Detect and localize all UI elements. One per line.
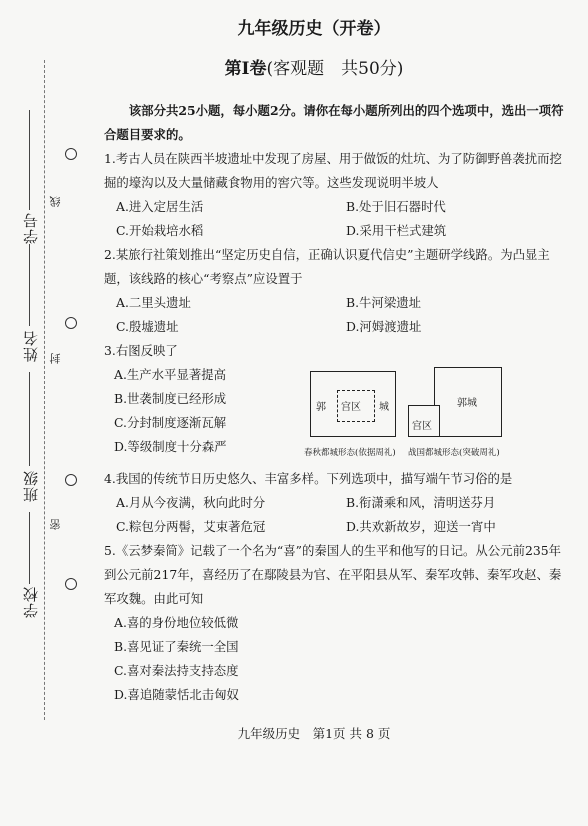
option-a[interactable]: A.生产水平显著提高 (114, 367, 227, 382)
palace-label: 宫区 (341, 402, 361, 413)
seal-mark-feng: 封 (49, 353, 62, 364)
spring-autumn-city-outline (310, 371, 396, 437)
seal-mark-xian: 线 (49, 196, 62, 207)
option-d[interactable]: D.河姆渡遗址 (346, 319, 422, 334)
binding-hole (65, 148, 77, 160)
school-label: 学校 (22, 586, 40, 618)
option-a[interactable]: A.进入定居生活 (116, 199, 204, 214)
section-subtitle (0, 54, 588, 79)
student-id-label: 学号 (22, 212, 40, 244)
option-d[interactable]: D.喜追随蒙恬北击匈奴 (114, 687, 239, 702)
option-b[interactable]: B.处于旧石器时代 (346, 199, 446, 214)
option-group (104, 195, 564, 243)
option-c[interactable]: C.喜对秦法持支持态度 (114, 663, 239, 678)
option-group (104, 291, 564, 339)
question-stem: 3.右图反映了 (104, 343, 178, 358)
question-stem: 5.《云梦秦简》记载了一个名为“喜”的秦国人的生平和他写的日记。从公元前235年到公元前217年，喜经历了在鄢陵县为官、在平阳县从军、秦军攻韩、秦军攻赵、秦军攻魏。由此可知 (104, 543, 562, 606)
warring-states-outer-city (434, 367, 502, 437)
section-number: 第Ⅰ卷 (224, 59, 267, 79)
student-id-blank[interactable] (29, 110, 31, 210)
warring-states-palace (408, 405, 440, 437)
option-a[interactable]: A.月从今夜满，秋向此时分 (116, 495, 266, 510)
option-d[interactable]: D.共欢新故岁，迎送一宵中 (346, 519, 496, 534)
option-c[interactable]: C.开始栽培水稻 (116, 223, 204, 238)
option-group (104, 611, 564, 707)
question-3-body (104, 363, 564, 467)
question-stem: 1.考古人员在陕西半坡遗址中发现了房屋、用于做饭的灶坑、为了防御野兽袭扰而挖掘的壕沟以及大量储藏食物用的窖穴等。这些发现说明半坡人 (104, 151, 562, 190)
binding-margin (0, 0, 95, 826)
name-blank[interactable] (29, 244, 31, 326)
cheng-label: 城 (379, 402, 389, 413)
caption-warring-states: 战国都城形态(突破周礼) (408, 448, 500, 458)
palace-label-2: 宫区 (412, 421, 432, 432)
option-b[interactable]: B.衔潇乘和风，清明送芬月 (346, 495, 496, 510)
question-stem: 4.我国的传统节日历史悠久、丰富多样。下列选项中，描写端午节习俗的是 (104, 471, 513, 486)
option-d[interactable]: D.采用干栏式建筑 (346, 223, 447, 238)
option-group (104, 363, 304, 459)
caption-spring-autumn: 春秋都城形态(依据周礼) (304, 448, 396, 458)
option-group (104, 491, 564, 539)
class-label: 班级 (22, 470, 40, 502)
option-c[interactable]: C.殷墟遗址 (116, 319, 179, 334)
option-b[interactable]: B.世袭制度已经形成 (114, 391, 227, 406)
binding-hole (65, 474, 77, 486)
question-stem: 2.某旅行社策划推出“坚定历史自信，正确认识夏代信史”主题研学线路。为凸显主题，该线路的核心“考察点”应设置于 (104, 247, 550, 286)
name-label: 姓名 (22, 330, 40, 362)
option-b[interactable]: B.喜见证了秦统一全国 (114, 639, 239, 654)
section-desc: (客观题 共50分) (266, 59, 404, 79)
page-title: 九年级历史（开卷） (237, 19, 391, 39)
question-area (104, 99, 564, 707)
guo-label: 郭 (316, 402, 326, 413)
instructions: 该部分共25小题，每小题2分。请你在每小题所列出的四个选项中，选出一项符合题目要求的。 (104, 103, 564, 142)
binding-hole (65, 578, 77, 590)
option-a[interactable]: A.喜的身份地位较低微 (114, 615, 239, 630)
class-blank[interactable] (29, 372, 31, 466)
seal-mark-mi: 密 (49, 519, 62, 530)
binding-hole (65, 317, 77, 329)
city-layout-figure (304, 367, 566, 463)
option-a[interactable]: A.二里头遗址 (116, 295, 191, 310)
page-footer: 九年级历史 第1页 共 8 页 (237, 726, 391, 741)
school-blank[interactable] (29, 512, 31, 584)
option-b[interactable]: B.牛河梁遗址 (346, 295, 421, 310)
option-c[interactable]: C.粽包分两髻，艾束著危冠 (116, 519, 266, 534)
option-c[interactable]: C.分封制度逐渐瓦解 (114, 415, 227, 430)
option-d[interactable]: D.等级制度十分森严 (114, 439, 227, 454)
guocheng-label: 郭城 (457, 398, 477, 409)
binding-dashed-line (44, 60, 46, 720)
